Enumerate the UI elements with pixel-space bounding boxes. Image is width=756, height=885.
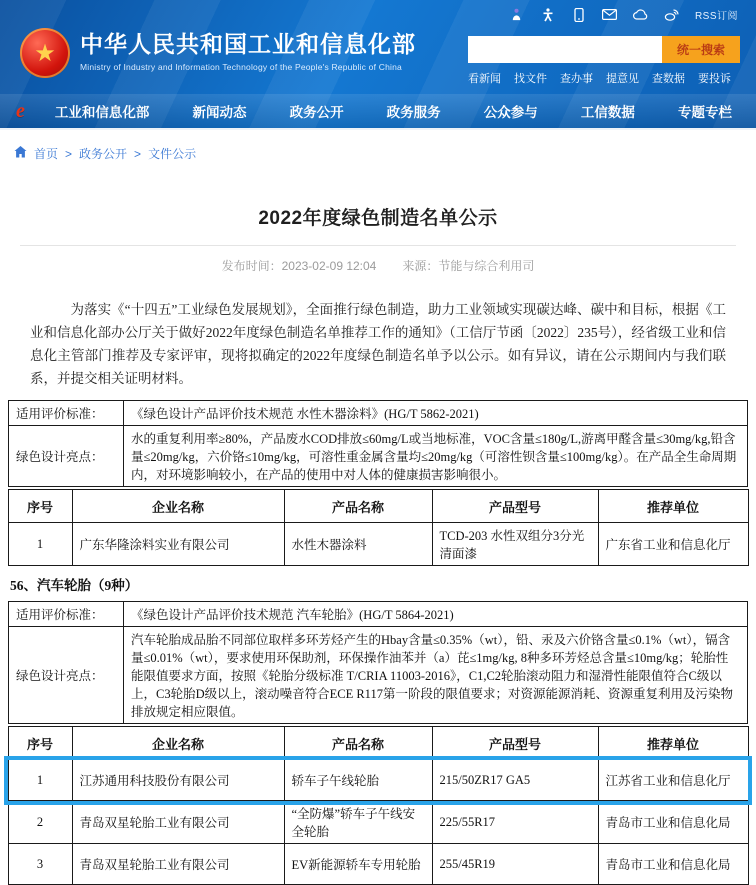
quick-link-files[interactable]: 找文件 bbox=[514, 73, 547, 85]
highlight-value-cell: 汽车轮胎成品胎不同部位取样多环芳烃产生的Hbay含量≤0.35%（wt），铅、汞及六价铬含量≤0.1%（wt），镉含量≤0.01%（wt），要求使用环保助剂，环保操作油苯并（a）芘≤1mg/kg, 8种多环芳烃总含量≤10mg/kg；轮胎性能限值要求方面，按照《轮胎分级标准 T/CRIA 11003-2016》，C1,C2轮胎滚动阻力和湿滑性能限值符合C级以上，C3轮胎D级以上，滚动噪音符合ECE R117第一阶段的限值要求；对资源能源消耗、资源重复利用及污染物排放规定相应限值。 bbox=[124, 627, 748, 724]
breadcrumb-separator: > bbox=[134, 146, 142, 161]
site-header bbox=[0, 0, 756, 128]
quick-link-news[interactable]: 看新闻 bbox=[468, 73, 501, 85]
model-cell: TCD-203 水性双组分3分光清面漆 bbox=[432, 523, 598, 566]
breadcrumb-file-publicity[interactable]: 文件公示 bbox=[148, 147, 197, 161]
col-company: 企业名称 bbox=[72, 727, 284, 760]
publish-time-label: 发布时间： bbox=[221, 259, 282, 273]
main-nav bbox=[0, 94, 756, 128]
site-subtitle: Ministry of Industry and Information Technology of the People's Republic of China bbox=[80, 62, 402, 73]
utility-bar bbox=[0, 0, 756, 24]
highlighted-table-row[interactable] bbox=[8, 760, 748, 801]
header-main bbox=[0, 24, 756, 94]
paint-products-table bbox=[8, 489, 749, 566]
table-header-row bbox=[8, 490, 748, 523]
search-area bbox=[468, 28, 740, 86]
standard-label-cell: 适用评价标准： bbox=[9, 401, 124, 426]
company-cell: 青岛双星轮胎工业有限公司 bbox=[72, 844, 284, 885]
serial-cell: 1 bbox=[8, 523, 72, 566]
table-row bbox=[8, 844, 748, 885]
quick-link-complaint[interactable]: 要投诉 bbox=[698, 73, 731, 85]
product-cell: 轿车子午线轮胎 bbox=[284, 760, 432, 801]
company-cell: 江苏通用科技股份有限公司 bbox=[72, 760, 284, 801]
tire-products-table bbox=[8, 726, 749, 885]
page-title: 2022年度绿色制造名单公示 bbox=[258, 208, 498, 229]
section-heading-tires: 56、汽车轮胎（9种） bbox=[10, 578, 139, 593]
col-model: 产品型号 bbox=[432, 490, 598, 523]
table-row bbox=[9, 426, 748, 487]
company-cell: 青岛双星轮胎工业有限公司 bbox=[72, 801, 284, 844]
weibo-icon[interactable] bbox=[664, 8, 680, 22]
col-serial: 序号 bbox=[8, 490, 72, 523]
col-product: 产品名称 bbox=[284, 490, 432, 523]
sign-language-icon[interactable] bbox=[509, 8, 525, 22]
title-divider bbox=[20, 245, 736, 246]
wechat-cloud-icon[interactable] bbox=[633, 8, 649, 22]
highlight-label-cell: 绿色设计亮点： bbox=[9, 627, 124, 724]
model-cell: 225/55R17 bbox=[432, 801, 598, 844]
table-header-row bbox=[8, 727, 748, 760]
recommender-cell: 青岛市工业和信息化局 bbox=[598, 844, 748, 885]
model-cell: 215/50ZR17 GA5 bbox=[432, 760, 598, 801]
source-label: 来源： bbox=[402, 259, 439, 273]
col-company: 企业名称 bbox=[72, 490, 284, 523]
serial-cell: 3 bbox=[8, 844, 72, 885]
standard-value-cell: 《绿色设计产品评价技术规范 汽车轮胎》(HG/T 5864-2021) bbox=[124, 602, 748, 627]
home-icon[interactable] bbox=[14, 146, 27, 161]
national-emblem-icon: ★ bbox=[20, 28, 70, 78]
article-meta bbox=[0, 257, 756, 274]
nav-item-data[interactable]: 工信数据 bbox=[580, 105, 635, 120]
tire-criteria-table bbox=[8, 601, 748, 724]
nav-item-gov-services[interactable]: 政务服务 bbox=[386, 105, 441, 120]
nav-item-public-participation[interactable]: 公众参与 bbox=[483, 105, 538, 120]
recommender-cell: 江苏省工业和信息化厅 bbox=[598, 760, 748, 801]
col-recommender: 推荐单位 bbox=[598, 727, 748, 760]
brand-block[interactable] bbox=[20, 28, 416, 78]
table-row bbox=[9, 401, 748, 426]
product-cell: 水性木器涂料 bbox=[284, 523, 432, 566]
announcement-paragraph: 为落实《“十四五”工业绿色发展规划》，全面推行绿色制造，助力工业领域实现碳达峰、碳中和目标，根据《工业和信息化部办公厅关于做好2022年度绿色制造名单推荐工作的通知》（工信厅节函〔2022〕235号），经省级工业和信息化主管部门推荐及专家评审，现将拟确定的2022年度绿色制造名单予以公示。如有异议，请在公示期间内与我们联系，并提交相关证明材料。 bbox=[30, 302, 726, 386]
table-row bbox=[8, 523, 748, 566]
mail-icon[interactable] bbox=[602, 8, 618, 22]
breadcrumb bbox=[0, 128, 756, 173]
serial-cell: 2 bbox=[8, 801, 72, 844]
quick-link-services[interactable]: 查办事 bbox=[560, 73, 593, 85]
col-recommender: 推荐单位 bbox=[598, 490, 748, 523]
miit-e-logo-icon: e bbox=[16, 100, 25, 122]
serial-cell: 1 bbox=[8, 760, 72, 801]
quick-link-data[interactable]: 查数据 bbox=[652, 73, 685, 85]
recommender-cell: 青岛市工业和信息化局 bbox=[598, 801, 748, 844]
publish-time-value: 2023-02-09 12:04 bbox=[281, 259, 377, 273]
unified-search-button[interactable]: 统一搜索 bbox=[662, 36, 740, 63]
paint-criteria-table bbox=[8, 400, 748, 487]
standard-label-cell: 适用评价标准： bbox=[9, 602, 124, 627]
model-cell: 255/45R19 bbox=[432, 844, 598, 885]
breadcrumb-separator: > bbox=[65, 146, 73, 161]
rss-subscribe-link[interactable]: RSS订阅 bbox=[694, 11, 738, 22]
breadcrumb-home[interactable]: 首页 bbox=[34, 147, 59, 161]
product-cell: EV新能源轿车专用轮胎 bbox=[284, 844, 432, 885]
table-row bbox=[8, 801, 748, 844]
site-title: 中华人民共和国工业和信息化部 bbox=[80, 31, 416, 57]
accessibility-icon[interactable] bbox=[540, 8, 556, 22]
quick-link-feedback[interactable]: 提意见 bbox=[606, 73, 639, 85]
table-row bbox=[9, 627, 748, 724]
highlight-value-cell: 水的重复利用率≥80%，产品废水COD排放≤60mg/L或当地标准，VOC含量≤180g/L,游离甲醛含量≤30mg/kg,铅含量≤20mg/kg，六价铬≤10mg/kg，可溶性重金属含量均≤20mg/kg（可溶性钡含量≤100mg/kg）。在产品全生命周期内，对环境影响较小，在产品的使用中对人体的健康损害影响很小。 bbox=[124, 426, 748, 487]
nav-item-miit[interactable]: 工业和信息化部 bbox=[54, 105, 150, 120]
mobile-icon[interactable] bbox=[571, 8, 587, 22]
quick-links bbox=[468, 70, 740, 86]
recommender-cell: 广东省工业和信息化厅 bbox=[598, 523, 748, 566]
col-product: 产品名称 bbox=[284, 727, 432, 760]
search-input[interactable] bbox=[468, 36, 662, 63]
nav-item-news[interactable]: 新闻动态 bbox=[192, 105, 247, 120]
company-cell: 广东华隆涂料实业有限公司 bbox=[72, 523, 284, 566]
source-value: 节能与综合利用司 bbox=[438, 259, 535, 273]
nav-item-special-topics[interactable]: 专题专栏 bbox=[677, 105, 732, 120]
breadcrumb-gov-disclosure[interactable]: 政务公开 bbox=[79, 147, 128, 161]
highlight-label-cell: 绿色设计亮点： bbox=[9, 426, 124, 487]
product-cell: “全防爆”轿车子午线安全轮胎 bbox=[284, 801, 432, 844]
col-model: 产品型号 bbox=[432, 727, 598, 760]
col-serial: 序号 bbox=[8, 727, 72, 760]
nav-item-gov-disclosure[interactable]: 政务公开 bbox=[289, 105, 344, 120]
standard-value-cell: 《绿色设计产品评价技术规范 水性木器涂料》(HG/T 5862-2021) bbox=[124, 401, 748, 426]
table-row bbox=[9, 602, 748, 627]
